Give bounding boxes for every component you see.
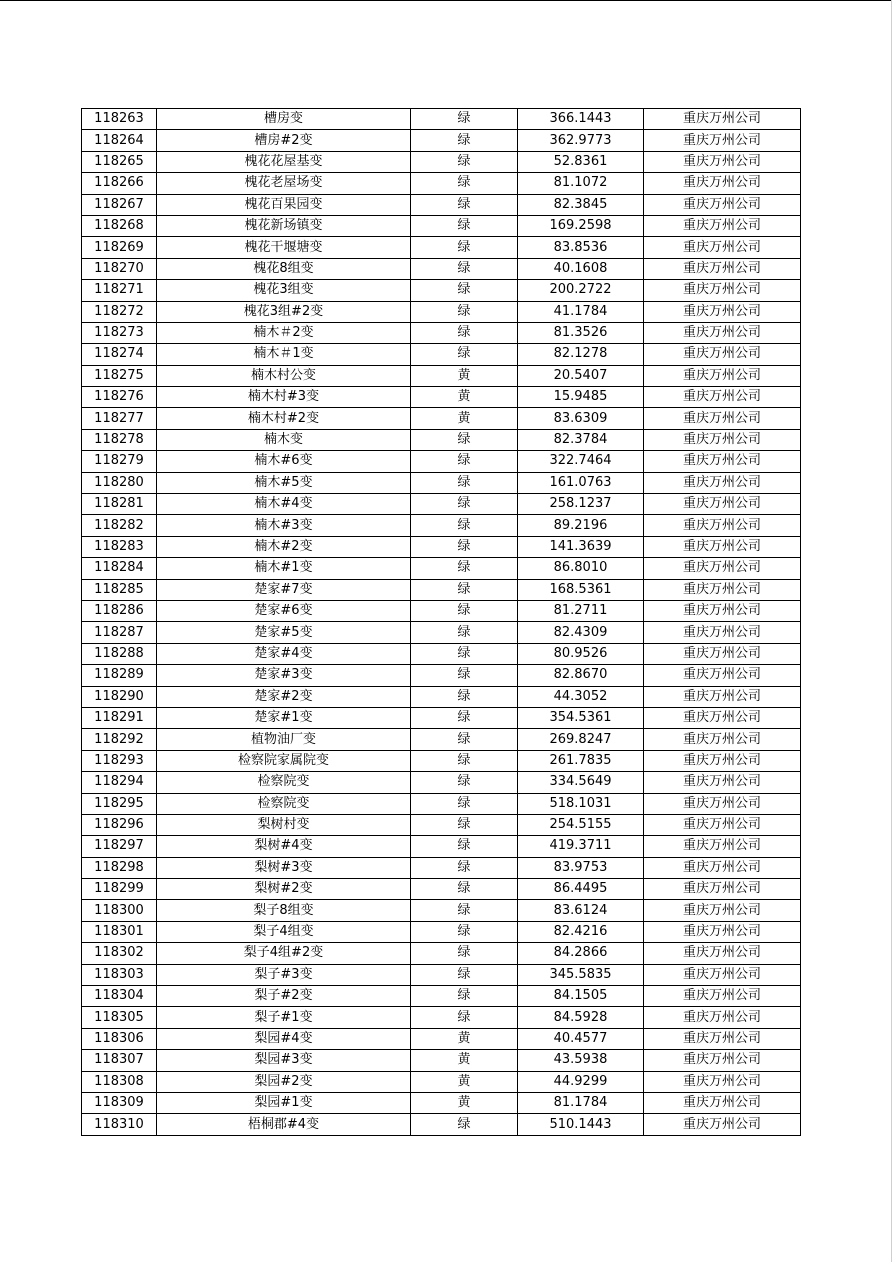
status-cell: 绿 [411,301,518,322]
status-cell: 绿 [411,130,518,151]
table-row [82,258,801,279]
id-cell: 118299 [82,879,157,900]
table-row [82,772,801,793]
name-cell: 梨树#3变 [157,857,411,878]
value-cell: 419.3711 [518,836,644,857]
value-cell: 86.4495 [518,879,644,900]
name-cell: 楠木#2变 [157,536,411,557]
value-cell: 168.5361 [518,579,644,600]
name-cell: 楠木＃2变 [157,322,411,343]
status-cell: 绿 [411,194,518,215]
value-cell: 82.8670 [518,665,644,686]
company-cell: 重庆万州公司 [644,921,801,942]
value-cell: 43.5938 [518,1050,644,1071]
table-row [82,408,801,429]
status-cell: 绿 [411,515,518,536]
id-cell: 118290 [82,686,157,707]
value-cell: 141.3639 [518,536,644,557]
status-cell: 黄 [411,1028,518,1049]
name-cell: 楠木村#2变 [157,408,411,429]
company-cell: 重庆万州公司 [644,622,801,643]
name-cell: 检察院家属院变 [157,750,411,771]
company-cell: 重庆万州公司 [644,215,801,236]
value-cell: 82.3845 [518,194,644,215]
table-row [82,322,801,343]
company-cell: 重庆万州公司 [644,579,801,600]
name-cell: 槐花3组变 [157,280,411,301]
name-cell: 楠木村公变 [157,365,411,386]
company-cell: 重庆万州公司 [644,387,801,408]
table-row [82,964,801,985]
table-row [82,857,801,878]
name-cell: 梨园#4变 [157,1028,411,1049]
company-cell: 重庆万州公司 [644,793,801,814]
value-cell: 83.6309 [518,408,644,429]
company-cell: 重庆万州公司 [644,836,801,857]
status-cell: 绿 [411,322,518,343]
id-cell: 118276 [82,387,157,408]
table-row [82,750,801,771]
name-cell: 楠木＃1变 [157,344,411,365]
table-row [82,1114,801,1135]
id-cell: 118295 [82,793,157,814]
value-cell: 362.9773 [518,130,644,151]
name-cell: 检察院变 [157,793,411,814]
value-cell: 254.5155 [518,814,644,835]
company-cell: 重庆万州公司 [644,280,801,301]
status-cell: 绿 [411,729,518,750]
value-cell: 518.1031 [518,793,644,814]
company-cell: 重庆万州公司 [644,429,801,450]
name-cell: 槽房#2变 [157,130,411,151]
value-cell: 41.1784 [518,301,644,322]
status-cell: 绿 [411,665,518,686]
value-cell: 345.5835 [518,964,644,985]
value-cell: 510.1443 [518,1114,644,1135]
company-cell: 重庆万州公司 [644,643,801,664]
table-row [82,280,801,301]
status-cell: 绿 [411,1007,518,1028]
table-row [82,429,801,450]
status-cell: 绿 [411,1114,518,1135]
company-cell: 重庆万州公司 [644,986,801,1007]
value-cell: 20.5407 [518,365,644,386]
status-cell: 绿 [411,622,518,643]
name-cell: 槐花花屋基变 [157,151,411,172]
name-cell: 槐花干堰塘变 [157,237,411,258]
company-cell: 重庆万州公司 [644,472,801,493]
name-cell: 楠木#5变 [157,472,411,493]
company-cell: 重庆万州公司 [644,879,801,900]
value-cell: 82.3784 [518,429,644,450]
company-cell: 重庆万州公司 [644,1007,801,1028]
transformer-table [81,108,801,1136]
company-cell: 重庆万州公司 [644,1050,801,1071]
table-row [82,622,801,643]
value-cell: 40.1608 [518,258,644,279]
value-cell: 44.3052 [518,686,644,707]
id-cell: 118270 [82,258,157,279]
value-cell: 258.1237 [518,494,644,515]
table-row [82,900,801,921]
table-row [82,1092,801,1113]
company-cell: 重庆万州公司 [644,494,801,515]
name-cell: 梧桐郡#4变 [157,1114,411,1135]
table-row [82,558,801,579]
name-cell: 梨树#4变 [157,836,411,857]
value-cell: 52.8361 [518,151,644,172]
status-cell: 绿 [411,900,518,921]
name-cell: 槐花8组变 [157,258,411,279]
status-cell: 绿 [411,558,518,579]
table-row [82,536,801,557]
company-cell: 重庆万州公司 [644,322,801,343]
name-cell: 梨园#2变 [157,1071,411,1092]
company-cell: 重庆万州公司 [644,301,801,322]
table-row [82,215,801,236]
value-cell: 354.5361 [518,707,644,728]
company-cell: 重庆万州公司 [644,964,801,985]
table-row [82,600,801,621]
company-cell: 重庆万州公司 [644,515,801,536]
id-cell: 118291 [82,707,157,728]
id-cell: 118286 [82,600,157,621]
name-cell: 梨子#2变 [157,986,411,1007]
table-row [82,1071,801,1092]
id-cell: 118275 [82,365,157,386]
value-cell: 15.9485 [518,387,644,408]
company-cell: 重庆万州公司 [644,258,801,279]
id-cell: 118266 [82,173,157,194]
status-cell: 绿 [411,986,518,1007]
company-cell: 重庆万州公司 [644,558,801,579]
id-cell: 118282 [82,515,157,536]
table-row [82,643,801,664]
status-cell: 黄 [411,1092,518,1113]
company-cell: 重庆万州公司 [644,943,801,964]
status-cell: 黄 [411,387,518,408]
company-cell: 重庆万州公司 [644,237,801,258]
status-cell: 绿 [411,258,518,279]
company-cell: 重庆万州公司 [644,600,801,621]
id-cell: 118297 [82,836,157,857]
status-cell: 黄 [411,365,518,386]
name-cell: 梨子4组变 [157,921,411,942]
id-cell: 118265 [82,151,157,172]
table-row [82,1007,801,1028]
table-row [82,130,801,151]
company-cell: 重庆万州公司 [644,173,801,194]
table-row [82,665,801,686]
top-border-line [0,0,892,1]
value-cell: 81.2711 [518,600,644,621]
company-cell: 重庆万州公司 [644,1028,801,1049]
value-cell: 269.8247 [518,729,644,750]
status-cell: 绿 [411,579,518,600]
value-cell: 83.8536 [518,237,644,258]
name-cell: 楚家#7变 [157,579,411,600]
company-cell: 重庆万州公司 [644,365,801,386]
name-cell: 楚家#1变 [157,707,411,728]
value-cell: 83.6124 [518,900,644,921]
table-row [82,579,801,600]
table-row [82,472,801,493]
value-cell: 81.1072 [518,173,644,194]
name-cell: 槐花3组#2变 [157,301,411,322]
status-cell: 绿 [411,494,518,515]
value-cell: 81.3526 [518,322,644,343]
name-cell: 槐花老屋场变 [157,173,411,194]
status-cell: 绿 [411,879,518,900]
table-row [82,814,801,835]
table-row [82,344,801,365]
id-cell: 118267 [82,194,157,215]
status-cell: 绿 [411,451,518,472]
name-cell: 梨树#2变 [157,879,411,900]
value-cell: 261.7835 [518,750,644,771]
table-row [82,173,801,194]
table-row [82,1050,801,1071]
status-cell: 黄 [411,1050,518,1071]
company-cell: 重庆万州公司 [644,451,801,472]
value-cell: 366.1443 [518,109,644,130]
status-cell: 绿 [411,750,518,771]
value-cell: 322.7464 [518,451,644,472]
value-cell: 81.1784 [518,1092,644,1113]
status-cell: 绿 [411,472,518,493]
name-cell: 检察院变 [157,772,411,793]
company-cell: 重庆万州公司 [644,194,801,215]
company-cell: 重庆万州公司 [644,109,801,130]
company-cell: 重庆万州公司 [644,857,801,878]
id-cell: 118287 [82,622,157,643]
table-row [82,237,801,258]
table-row [82,301,801,322]
status-cell: 绿 [411,857,518,878]
name-cell: 楠木#4变 [157,494,411,515]
table-body [82,109,801,1136]
table-row [82,879,801,900]
id-cell: 118309 [82,1092,157,1113]
id-cell: 118271 [82,280,157,301]
name-cell: 槽房变 [157,109,411,130]
status-cell: 绿 [411,151,518,172]
id-cell: 118283 [82,536,157,557]
name-cell: 梨园#3变 [157,1050,411,1071]
company-cell: 重庆万州公司 [644,1071,801,1092]
company-cell: 重庆万州公司 [644,900,801,921]
status-cell: 绿 [411,943,518,964]
id-cell: 118304 [82,986,157,1007]
status-cell: 绿 [411,280,518,301]
id-cell: 118310 [82,1114,157,1135]
company-cell: 重庆万州公司 [644,1092,801,1113]
id-cell: 118264 [82,130,157,151]
name-cell: 楠木#3变 [157,515,411,536]
id-cell: 118268 [82,215,157,236]
value-cell: 89.2196 [518,515,644,536]
table-row [82,793,801,814]
id-cell: 118294 [82,772,157,793]
status-cell: 绿 [411,793,518,814]
value-cell: 84.5928 [518,1007,644,1028]
id-cell: 118284 [82,558,157,579]
id-cell: 118279 [82,451,157,472]
company-cell: 重庆万州公司 [644,814,801,835]
id-cell: 118296 [82,814,157,835]
name-cell: 楚家#4变 [157,643,411,664]
value-cell: 334.5649 [518,772,644,793]
id-cell: 118298 [82,857,157,878]
value-cell: 40.4577 [518,1028,644,1049]
status-cell: 绿 [411,707,518,728]
table-row [82,109,801,130]
status-cell: 绿 [411,429,518,450]
name-cell: 梨子4组#2变 [157,943,411,964]
company-cell: 重庆万州公司 [644,1114,801,1135]
value-cell: 80.9526 [518,643,644,664]
status-cell: 绿 [411,643,518,664]
name-cell: 楚家#6变 [157,600,411,621]
id-cell: 118307 [82,1050,157,1071]
table-row [82,494,801,515]
table-row [82,707,801,728]
company-cell: 重庆万州公司 [644,130,801,151]
id-cell: 118277 [82,408,157,429]
status-cell: 黄 [411,1071,518,1092]
table-row [82,387,801,408]
company-cell: 重庆万州公司 [644,750,801,771]
table-row [82,1028,801,1049]
id-cell: 118308 [82,1071,157,1092]
company-cell: 重庆万州公司 [644,536,801,557]
name-cell: 植物油厂变 [157,729,411,750]
name-cell: 梨子8组变 [157,900,411,921]
company-cell: 重庆万州公司 [644,665,801,686]
table-row [82,943,801,964]
id-cell: 118280 [82,472,157,493]
company-cell: 重庆万州公司 [644,772,801,793]
name-cell: 梨树村变 [157,814,411,835]
name-cell: 楚家#2变 [157,686,411,707]
value-cell: 44.9299 [518,1071,644,1092]
status-cell: 绿 [411,173,518,194]
id-cell: 118281 [82,494,157,515]
table-row [82,729,801,750]
value-cell: 82.4309 [518,622,644,643]
value-cell: 82.1278 [518,344,644,365]
status-cell: 绿 [411,772,518,793]
status-cell: 绿 [411,600,518,621]
value-cell: 86.8010 [518,558,644,579]
name-cell: 楚家#5变 [157,622,411,643]
status-cell: 绿 [411,686,518,707]
status-cell: 绿 [411,109,518,130]
value-cell: 200.2722 [518,280,644,301]
id-cell: 118293 [82,750,157,771]
id-cell: 118272 [82,301,157,322]
name-cell: 楠木变 [157,429,411,450]
id-cell: 118278 [82,429,157,450]
status-cell: 绿 [411,536,518,557]
table-row [82,151,801,172]
name-cell: 槐花新场镇变 [157,215,411,236]
id-cell: 118263 [82,109,157,130]
value-cell: 84.2866 [518,943,644,964]
status-cell: 绿 [411,215,518,236]
value-cell: 83.9753 [518,857,644,878]
table-row [82,451,801,472]
status-cell: 绿 [411,964,518,985]
name-cell: 槐花百果园变 [157,194,411,215]
table-row [82,986,801,1007]
name-cell: 楠木#1变 [157,558,411,579]
company-cell: 重庆万州公司 [644,151,801,172]
company-cell: 重庆万州公司 [644,707,801,728]
id-cell: 118300 [82,900,157,921]
id-cell: 118288 [82,643,157,664]
id-cell: 118301 [82,921,157,942]
company-cell: 重庆万州公司 [644,408,801,429]
status-cell: 绿 [411,836,518,857]
value-cell: 82.4216 [518,921,644,942]
id-cell: 118289 [82,665,157,686]
id-cell: 118306 [82,1028,157,1049]
name-cell: 梨园#1变 [157,1092,411,1113]
id-cell: 118305 [82,1007,157,1028]
table-row [82,365,801,386]
name-cell: 楚家#3变 [157,665,411,686]
value-cell: 169.2598 [518,215,644,236]
status-cell: 绿 [411,921,518,942]
id-cell: 118302 [82,943,157,964]
status-cell: 绿 [411,814,518,835]
name-cell: 楠木#6变 [157,451,411,472]
table-row [82,686,801,707]
table-row [82,515,801,536]
id-cell: 118303 [82,964,157,985]
company-cell: 重庆万州公司 [644,729,801,750]
id-cell: 118269 [82,237,157,258]
name-cell: 梨子#3变 [157,964,411,985]
table-row [82,836,801,857]
status-cell: 黄 [411,408,518,429]
id-cell: 118274 [82,344,157,365]
name-cell: 梨子#1变 [157,1007,411,1028]
company-cell: 重庆万州公司 [644,344,801,365]
id-cell: 118285 [82,579,157,600]
id-cell: 118273 [82,322,157,343]
table-row [82,194,801,215]
value-cell: 84.1505 [518,986,644,1007]
name-cell: 楠木村#3变 [157,387,411,408]
status-cell: 绿 [411,344,518,365]
value-cell: 161.0763 [518,472,644,493]
status-cell: 绿 [411,237,518,258]
company-cell: 重庆万州公司 [644,686,801,707]
table-row [82,921,801,942]
id-cell: 118292 [82,729,157,750]
